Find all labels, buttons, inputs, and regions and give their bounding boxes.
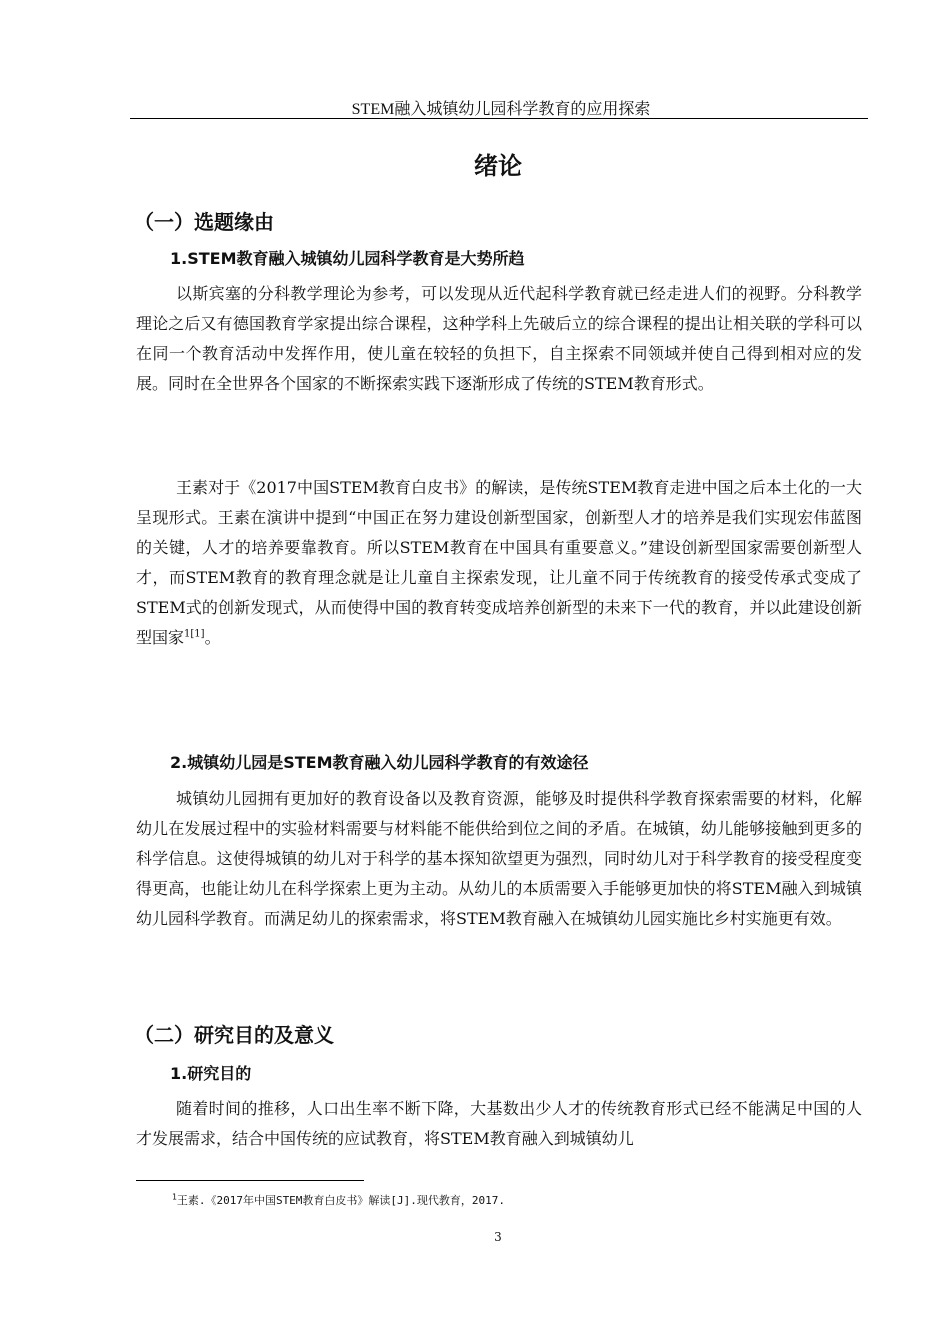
footnote-number: 1 [172,1192,177,1202]
subsection-heading-1-1: 1.STEM教育融入城镇幼儿园科学教育是大势所趋 [170,249,525,268]
paragraph-with-footnote [136,473,862,653]
section-heading-2: （二）研究目的及意义 [134,1023,334,1047]
citation-marker[interactable]: [1] [190,628,205,640]
header-rule [130,118,868,119]
subsection-heading-1-2: 2.城镇幼儿园是STEM教育融入幼儿园科学教育的有效途径 [170,753,589,772]
footnote-separator [136,1180,364,1181]
paragraph-end: 。 [204,628,221,647]
footnote-text: 王素.《2017年中国STEM教育白皮书》解读[J].现代教育，2017. [176,1194,506,1207]
paragraph-text: 王素对于《2017中国STEM教育白皮书》的解读，是传统STEM教育走进中国之后本土化的一大呈现形式。王素在演讲中提到“中国正在努力建设创新型国家，创新型人才的培养是我们实现宏伟蓝图的关键，人才的培养要靠教育。所以STEM教育在中国具有重要意义。”建设创新型国家需要创新型人才，而STEM教育的教育理念就是让儿童自主探索发现，让儿童不同于传统教育的接受传承式变成了STEM式的创新发现式，从而使得中国的教育转变成培养创新型的未来下一代的教育，并以此建设创新型国家 [136,478,862,647]
footnote-marker[interactable]: 1 [184,628,191,640]
footnote [172,1192,505,1208]
paragraph: 随着时间的推移，人口出生率不断下降，大基数出少人才的传统教育形式已经不能满足中国的人才发展需求，结合中国传统的应试教育，将STEM教育融入到城镇幼儿 [136,1099,862,1148]
running-header: STEM融入城镇幼儿园科学教育的应用探索 [351,101,651,118]
paragraph: 城镇幼儿园拥有更加好的教育设备以及教育资源，能够及时提供科学教育探索需要的材料，化解幼儿在发展过程中的实验材料需要与材料能不能供给到位之间的矛盾。在城镇，幼儿能够接触到更多的科学信息。这使得城镇的幼儿对于科学的基本探知欲望更为强烈，同时幼儿对于科学教育的接受程度变得更高，也能让幼儿在科学探索上更为主动。从幼儿的本质需要入手能够更加快的将STEM融入到城镇幼儿园科学教育。而满足幼儿的探索需求，将STEM教育融入在城镇幼儿园实施比乡村实施更有效。 [136,789,862,928]
paragraph: 以斯宾塞的分科教学理论为参考，可以发现从近代起科学教育就已经走进人们的视野。分科教学理论之后又有德国教育学家提出综合课程，这种学科上先破后立的综合课程的提出让相关联的学科可以在同一个教育活动中发挥作用，使儿童在较轻的负担下，自主探索不同领域并使自己得到相对应的发展。同时在全世界各个国家的不断探索实践下逐渐形成了传统的STEM教育形式。 [136,284,862,393]
page-number: 3 [494,1230,502,1244]
subsection-heading-2-1: 1.研究目的 [170,1064,252,1083]
chapter-title: 绪论 [474,152,522,180]
section-heading-1: （一）选题缘由 [134,210,274,234]
